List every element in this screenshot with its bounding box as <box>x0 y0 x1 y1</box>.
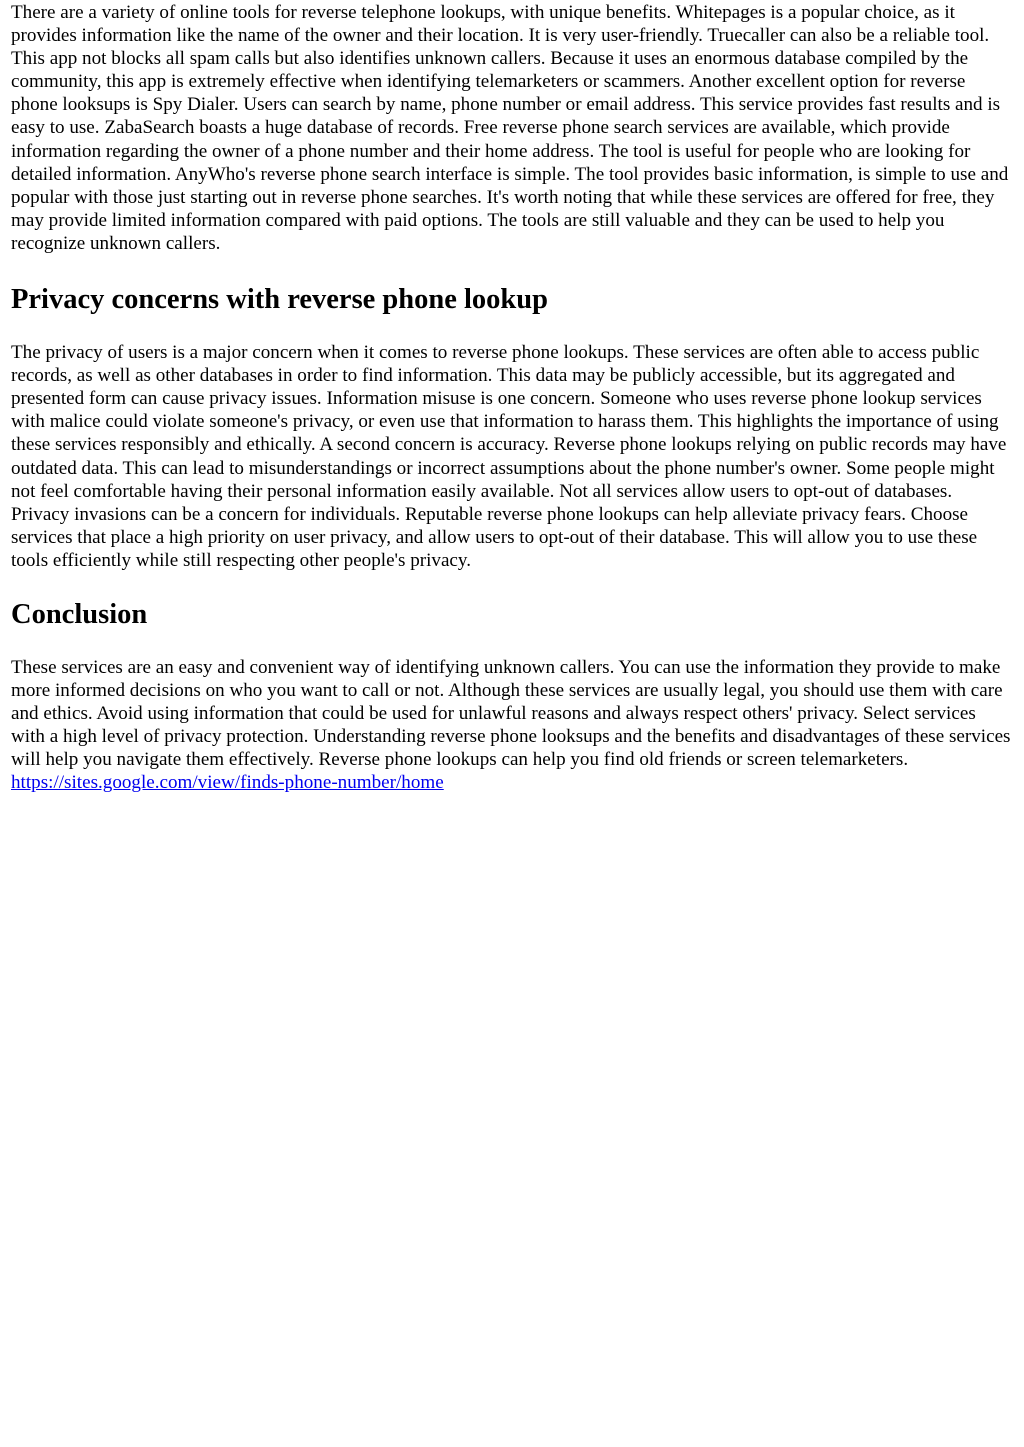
intro-paragraph: There are a variety of online tools for reverse telephone lookups, with unique benefits. Whitepages is a popular choice, as it provides information like the name of the owner and their location. It is very user-friendly. Truecaller can also be a reliable tool. This app not blocks all spam calls but also identifies unknown callers. Because it uses an enormous database compiled by the community, this app is extremely effective when identifying telemarketers or scammers. Another excellent option for reverse phone looksups is Spy Dialer. Users can search by name, phone number or email address. This service provides fast results and is easy to use. ZabaSearch boasts a huge database of records. Free reverse phone search services are available, which provide information regarding the owner of a phone number and their home address. The tool is useful for people who are looking for detailed information. AnyWho's reverse phone search interface is simple. The tool provides basic information, is simple to use and popular with those just starting out in reverse phone searches. It's worth noting that while these services are offered for free, they may provide limited information compared with paid options. The tools are still valuable and they can be used to help you recognize unknown callers. <box>11 2 1009 254</box>
article <box>0 1 1024 795</box>
privacy-paragraph: The privacy of users is a major concern when it comes to reverse phone lookups. These services are often able to access public records, as well as other databases in order to find information. This data may be publicly accessible, but its aggregated and presented form can cause privacy issues. Information misuse is one concern. Someone who uses reverse phone lookup services with malice could violate someone's privacy, or even use that information to harass them. This highlights the importance of using these services responsibly and ethically. A second concern is accuracy. Reverse phone lookups relying on public records may have outdated data. This can lead to misunderstandings or incorrect assumptions about the phone number's owner. Some people might not feel comfortable having their personal information easily available. Not all services allow users to opt-out of databases. Privacy invasions can be a concern for individuals. Reputable reverse phone lookups can help alleviate privacy fears. Choose services that place a high priority on user privacy, and allow users to opt-out of their database. This will allow you to use these tools efficiently while still respecting other people's privacy. <box>11 342 1007 571</box>
source-link[interactable]: https://sites.google.com/view/finds-phone-number/home <box>11 772 444 794</box>
privacy-heading: Privacy concerns with reverse phone lookup <box>11 284 548 316</box>
conclusion-text: These services are an easy and convenient way of identifying unknown callers. You can use the information they provide to make more informed decisions on who you want to call or not. Although these services are usually legal, you should use them with care and ethics. Avoid using information that could be used for unlawful reasons and always respect others' privacy. Select services with a high level of privacy protection. Understanding reverse phone looksups and the benefits and disadvantages of these services will help you navigate them effectively. Reverse phone lookups can help you find old friends or screen telemarketers. <box>11 656 1011 771</box>
conclusion-paragraph <box>11 656 1014 795</box>
conclusion-heading: Conclusion <box>11 598 148 630</box>
